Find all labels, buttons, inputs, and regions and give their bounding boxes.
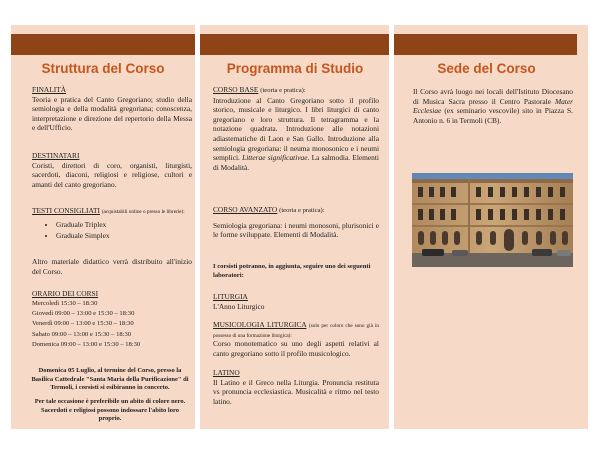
sede-text: [413, 87, 573, 125]
musicologia-section: [213, 320, 379, 358]
finalita-heading: FINALITÀ: [32, 85, 67, 94]
column-separator: [195, 25, 200, 429]
laboratori-text: I corsisti potranno, in aggiunta, seguire uno dei seguenti laboratori:: [213, 263, 371, 279]
base-text-end: La salmodia. Elementi di Modalità.: [213, 153, 379, 172]
orario-item: Venerdì 09:00 – 13:00 e 15:30 – 18:30: [32, 320, 134, 328]
building-illustration: [412, 173, 573, 267]
programma-title: Programma di Studio: [226, 61, 364, 76]
orario-list: [32, 299, 194, 351]
column-sede: [396, 55, 577, 427]
materiale-text: Altro materiale didattico verrà distribuito all'inizio del Corso.: [32, 257, 192, 276]
finalita-section: [32, 85, 192, 133]
latino-text: Il Latino e il Greco nella Liturgia. Pronuncia restituta vs pronuncia ecclesiastica. Musicalità e ritmo nel testo latino.: [213, 377, 379, 406]
liturgia-text: L'Anno Liturgico: [213, 301, 265, 311]
base-heading: CORSO BASE: [213, 85, 259, 94]
latino-heading: LATINO: [213, 368, 240, 377]
testi-item: • Graduale Simplex: [56, 230, 194, 241]
destinatari-section: [32, 151, 192, 189]
orario-item: Giovedì 09:00 – 13:00 e 15:30 – 18:30: [32, 310, 135, 317]
column-programma: [202, 55, 388, 427]
dress-text: Per tale occasione è preferibile un abito di colore nero. Sacerdoti e religiosi possono indossare l'abito loro proprio.: [34, 398, 186, 423]
avanzato-text: Semiologia gregoriana: i neumi monosoni, plurisonici e le forme sviluppate. Elementi di Modalità.: [213, 220, 379, 240]
sede-title: Sede del Corso: [437, 61, 536, 76]
destinatari-text: Coristi, direttori di coro, organisti, liturgisti, sacerdoti, diaconi, religiosi e religiose, cultori e amanti del canto gregoriano.: [32, 160, 192, 189]
orario-item: Sabato 09:00 – 13:00 e 15:30 – 18:30: [32, 330, 132, 338]
finalita-text: Teoria e pratica del Canto Gregoriano; studio della semiologia e della modalità gregoriana; conoscenza, interpretazione e direzione del repertorio della Messa e dell'Ufficio.: [32, 94, 192, 133]
sede-text-end: (ex seminario vescovile) sito in Piazza S. Antonio n. 6 in Termoli (CB).: [413, 106, 573, 125]
base-text-italic: Litterae significativae.: [242, 153, 310, 163]
testi-heading: TESTI CONSIGLIATI: [32, 206, 100, 215]
avanzato-section: [213, 205, 379, 240]
building-photo: [412, 173, 573, 267]
latino-section: [213, 368, 379, 406]
sede-text-italic: Mater Ecclesiae: [413, 96, 573, 116]
liturgia-section: [213, 292, 379, 311]
testi-section: [32, 206, 194, 241]
testi-note: (acquistabili online o presso le librerie):: [101, 209, 185, 215]
struttura-title: Struttura del Corso: [41, 61, 165, 76]
base-text: Introduzione al Canto Gregoriano sotto il profilo storico, musicale e liturgico. I libri liturgici di canto gregoriano e loro struttura. Il tetragramma e la notazione quadrata. Introduzione alle notazioni adiastematiche di Laon e San Gallo. Introduzione alla semiologia gregoriana: il neuma monosonico e i neumi semplici.: [213, 95, 379, 163]
testi-item: • Graduale Triplex: [56, 219, 194, 230]
avanzato-heading: CORSO AVANZATO: [213, 205, 278, 214]
testi-list: [32, 219, 194, 241]
concert-text: Domenica 05 Luglio, al termine del Corso, presso la Basilica Cattedrale "Santa Maria della Purificazione" di Termoli, i corsisti si esibiranno in concerto.: [31, 367, 189, 392]
liturgia-heading: LITURGIA: [213, 292, 248, 301]
base-note: (teoria e pratica):: [260, 87, 306, 94]
base-section: [213, 85, 379, 172]
musicologia-note: (solo per coloro che sono già in possesso di una formazione liturgica):: [213, 323, 379, 339]
column-separator: [389, 25, 394, 429]
musicologia-heading: MUSICOLOGIA LITURGICA: [213, 320, 307, 329]
header-bar: [11, 34, 577, 55]
orario-item: Domenica 09:00 – 13:00 e 15:30 – 18:30: [32, 341, 141, 349]
orario-section: [32, 289, 194, 351]
musicologia-text: Corso monotematico su uno degli aspetti relativi al canto gregoriano sotto il profilo musicologico.: [213, 339, 379, 358]
column-struttura: [11, 55, 195, 427]
destinatari-heading: DESTINATARI: [32, 151, 80, 160]
orario-item: Mercoledì 15:30 – 18:30: [32, 299, 98, 307]
orario-heading: ORARIO DEI CORSI: [32, 289, 99, 298]
sede-text-start: Il Corso avrà luogo nei locali dell'Istituto Diocesano di Musica Sacra presso il Centro Pastorale: [413, 87, 573, 106]
avanzato-note: (teoria e pratica):: [279, 207, 325, 214]
